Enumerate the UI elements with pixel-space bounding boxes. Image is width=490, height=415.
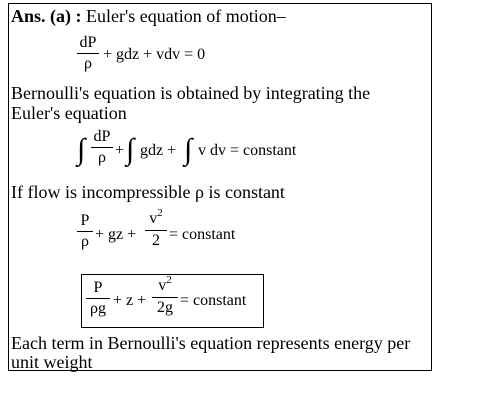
- eq2-numerator-1: P: [80, 212, 90, 229]
- answer-panel: [8, 3, 432, 371]
- eq3-rhs: = constant: [180, 292, 247, 309]
- euler-fraction: [77, 34, 99, 73]
- conclusion-1: Each term in Bernoulli's equation represents energy per: [11, 333, 411, 353]
- fraction-bar: [152, 297, 178, 298]
- eq3-exponent: 2: [166, 274, 172, 286]
- integral-numerator: dP: [93, 128, 111, 145]
- eq3-denominator-2: 2g: [157, 299, 173, 316]
- integral-denominator: ρ: [98, 149, 106, 166]
- incompressible-text: If flow is incompressible ρ is constant: [11, 182, 285, 202]
- eq2-exponent: 2: [157, 207, 163, 219]
- euler-rest: + gdz + vdv = 0: [103, 46, 206, 63]
- euler-heading: Euler's equation of motion–: [86, 6, 286, 26]
- eq2-fraction-1: [77, 212, 93, 251]
- integral-sign-1: ∫: [77, 133, 86, 166]
- fraction-bar: [77, 231, 93, 232]
- eq3-fraction-2: [152, 274, 178, 317]
- integral-term-2: gdz +: [140, 142, 177, 159]
- fraction-bar: [91, 147, 113, 148]
- eq3-denominator-1: ρg: [90, 300, 106, 317]
- bernoulli-intro-1: Bernoulli's equation is obtained by integrating the: [11, 83, 371, 103]
- eq3-numerator-1: P: [93, 279, 103, 296]
- fraction-bar: [86, 298, 110, 299]
- euler-denominator: ρ: [84, 55, 92, 72]
- eq3-numerator-2: $v^2$: [158, 274, 172, 294]
- integral-sign-3: ∫: [184, 133, 193, 166]
- eq3-middle: + z +: [113, 292, 147, 309]
- bernoulli-intro-2: Euler's equation: [11, 103, 127, 123]
- euler-numerator: dP: [79, 34, 97, 51]
- answer-line: [11, 6, 286, 26]
- integral-term-3: v dv = constant: [198, 142, 297, 159]
- conclusion-2: unit weight: [11, 352, 93, 372]
- boxed-equation: [81, 274, 264, 328]
- eq2-denominator-2: 2: [152, 232, 160, 249]
- integral-fraction: [91, 128, 113, 167]
- fraction-bar: [77, 53, 99, 54]
- eq2-denominator-1: ρ: [81, 233, 89, 250]
- integral-plus: +: [115, 142, 125, 159]
- eq2-numerator-2: $v^2$: [149, 207, 163, 227]
- eq2-fraction-2: [145, 207, 167, 250]
- eq2-rhs: = constant: [169, 226, 236, 243]
- fraction-bar: [145, 230, 167, 231]
- answer-label: Ans. (a) :: [11, 6, 82, 26]
- integral-sign-2: ∫: [126, 133, 135, 166]
- eq2-middle: + gz +: [95, 226, 137, 243]
- eq3-fraction-1: [86, 279, 110, 318]
